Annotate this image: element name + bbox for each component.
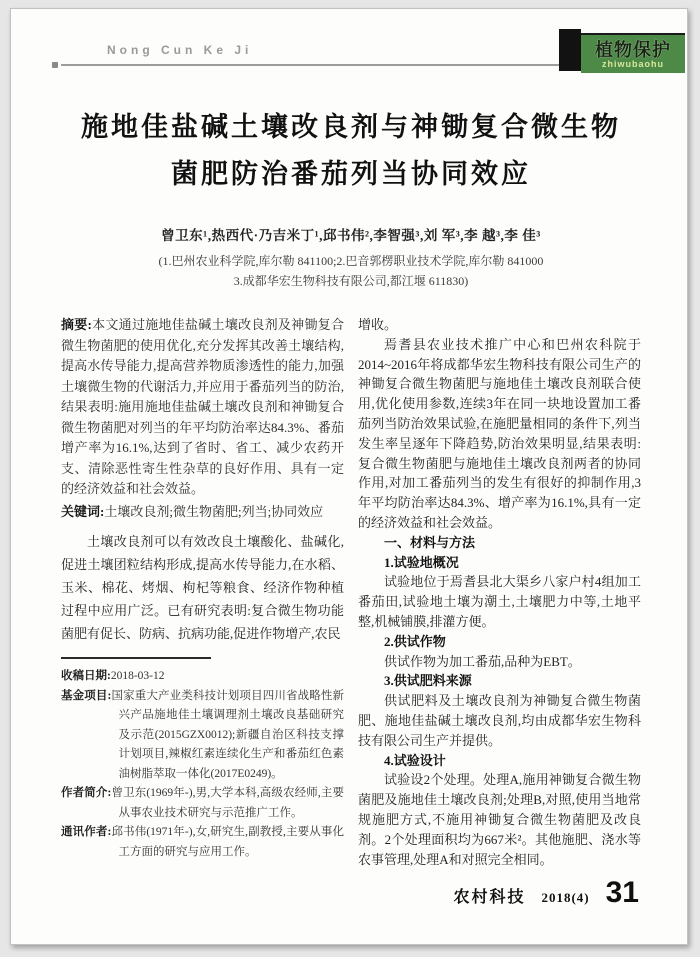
abstract-text: 本文通过施地佳盐碱土壤改良剂及神锄复合微生物菌肥的使用优化,充分发挥其改善土壤结构,提高水传导能力,提高营养物质渗透性的能力,加强土壤微生物的代谢活力,并应用于番茄列当的防治,结果表明:施用施地佳盐碱土壤改良剂和神锄复合微生物菌肥对列当的年平均防治率达84.3%、番茄增产率为16.1%,达到了省时、省工、减少农药开支、清除恶性寄生性杂草的良好作用、具有一定的经济效益和社会效益。 xyxy=(61,317,344,496)
right-column-paragraph: 试验设2个处理。处理A,施用神锄复合微生物菌肥及施地佳土壤改良剂;处理B,对照,使用当地常规施肥方式,不施用神锄复合微生物菌肥及改良剂。2个处理面积均为667米²。其他施肥、浇水等农事管理,处理A和对照完全相同。 xyxy=(358,772,641,867)
journal-page xyxy=(10,8,688,945)
abstract-label: 摘要: xyxy=(61,317,92,332)
keywords-line xyxy=(61,502,344,523)
page-footer xyxy=(453,876,639,910)
right-column-heading2: 3.供试肥料来源 xyxy=(384,673,472,689)
footnote-label: 作者简介: xyxy=(61,787,112,799)
footnote-item: 基金项目:国家重大产业类科技计划项目四川省战略性新兴产品施地佳土壤调理剂土壤改良基础研究及示范(2015GZX0012);新疆自治区科技支撑计划项目,辣椒红素连续化生产和番茄红色素油树脂萃取一体化(2017E0249)。 xyxy=(61,689,344,780)
footnote-label: 基金项目: xyxy=(61,689,112,702)
right-column-paragraph: 试验地位于焉耆县北大渠乡八家户村4组加工番茄田,试验地土壤为潮土,土壤肥力中等,土地平整,机械铺膜,排灌方便。 xyxy=(358,574,641,629)
footnote-label: 收稿日期: xyxy=(61,670,111,682)
header-rule xyxy=(61,64,637,66)
footnote-label: 通讯作者: xyxy=(61,826,112,838)
right-column-heading2: 2.供试作物 xyxy=(384,633,446,649)
right-column-continuation: 增收。 xyxy=(358,317,398,332)
footnote-separator xyxy=(61,657,211,659)
two-column-body xyxy=(61,315,641,869)
badge-pinyin: zhiwubaohu xyxy=(602,59,664,69)
right-column-heading2: 1.试验地概况 xyxy=(384,554,459,570)
intro-paragraph: 土壤改良剂可以有效改良土壤酸化、盐碱化,促进土壤团粒结构形成,提高水传导能力,在水稻、玉米、棉花、烤烟、枸杞等粮食、经济作物种植过程中应用广泛。已有研究表明:复合微生物功能菌肥有促长、防病、抗病功能,促进作物增产,农民 xyxy=(61,534,344,641)
badge-corner-block xyxy=(559,29,581,71)
right-column-heading1: 一、材料与方法 xyxy=(384,534,476,550)
keywords-text: 土壤改良剂;微生物菌肥;列当;协同效应 xyxy=(104,503,324,519)
footer-journal-name: 农村科技 xyxy=(453,889,526,906)
article-title-line2: 菌肥防治番茄列当协同效应 xyxy=(171,159,531,189)
right-column-paragraph: 供试肥料及土壤改良剂为神锄复合微生物菌肥、施地佳盐碱土壤改良剂,均由成都华宏生物科技有限公司生产并提供。 xyxy=(358,693,641,748)
footnote-item: 作者简介:曾卫东(1969年-),男,大学本科,高级农经师,主要从事农业技术研究与示范推广工作。 xyxy=(61,787,344,819)
footer-page-number: 31 xyxy=(605,876,639,909)
abstract-paragraph xyxy=(61,315,344,500)
right-column-paragraph: 焉耆县农业技术推广中心和巴州农科院于2014~2016年将成都华宏生物科技有限公司生产的神锄复合微生物菌肥与施地佳土壤改良剂联合使用,优化使用参数,连续3年在同一块地设置加工番茄列当防治效果试验,在施肥量相同的条件下,列当发生率呈逐年下降趋势,防治效果明显,结果表明:复合微生物菌肥与施地佳土壤改良剂两者的协同作用,对加工番茄列当的发生有很好的抑制作用,3年平均防治率达84.3%、增产率为16.1%,具有一定的经济效益和社会效益。 xyxy=(358,336,641,530)
right-column-paragraph: 供试作物为加工番茄,品种为EBT。 xyxy=(384,653,581,669)
article-title-line1: 施地佳盐碱土壤改良剂与神锄复合微生物 xyxy=(81,112,621,142)
authors-line: 曾卫东¹,热西代·乃吉米丁¹,邱书伟²,李智强³,刘 军³,李 越³,李 佳³ xyxy=(161,228,541,243)
footer-issue: 2018(4) xyxy=(541,890,590,905)
footnote-item: 通讯作者:邱书伟(1971年-),女,研究生,副教授,主要从事化工方面的研究与应用工作。 xyxy=(61,826,344,858)
left-column xyxy=(61,315,344,869)
journal-pinyin-text: Nong Cun Ke Ji xyxy=(107,43,253,57)
plant-protection-badge xyxy=(559,27,685,73)
badge-body xyxy=(581,33,685,73)
page-header xyxy=(61,40,671,69)
article-title xyxy=(61,104,641,198)
keywords-label: 关键词: xyxy=(61,503,105,519)
badge-title: 植物保护 xyxy=(595,40,671,60)
affiliation-line1: (1.巴州农业科学院,库尔勒 841100;2.巴音郭楞职业技术学院,库尔勒 841000 xyxy=(158,254,544,268)
right-column xyxy=(358,315,641,869)
footnotes xyxy=(61,667,344,862)
right-column-heading2: 4.试验设计 xyxy=(384,752,446,768)
affiliation-line2: 3.成都华宏生物科技有限公司,都江堰 611830) xyxy=(233,274,469,288)
footnote-item: 收稿日期:2018-03-12 xyxy=(61,670,165,682)
